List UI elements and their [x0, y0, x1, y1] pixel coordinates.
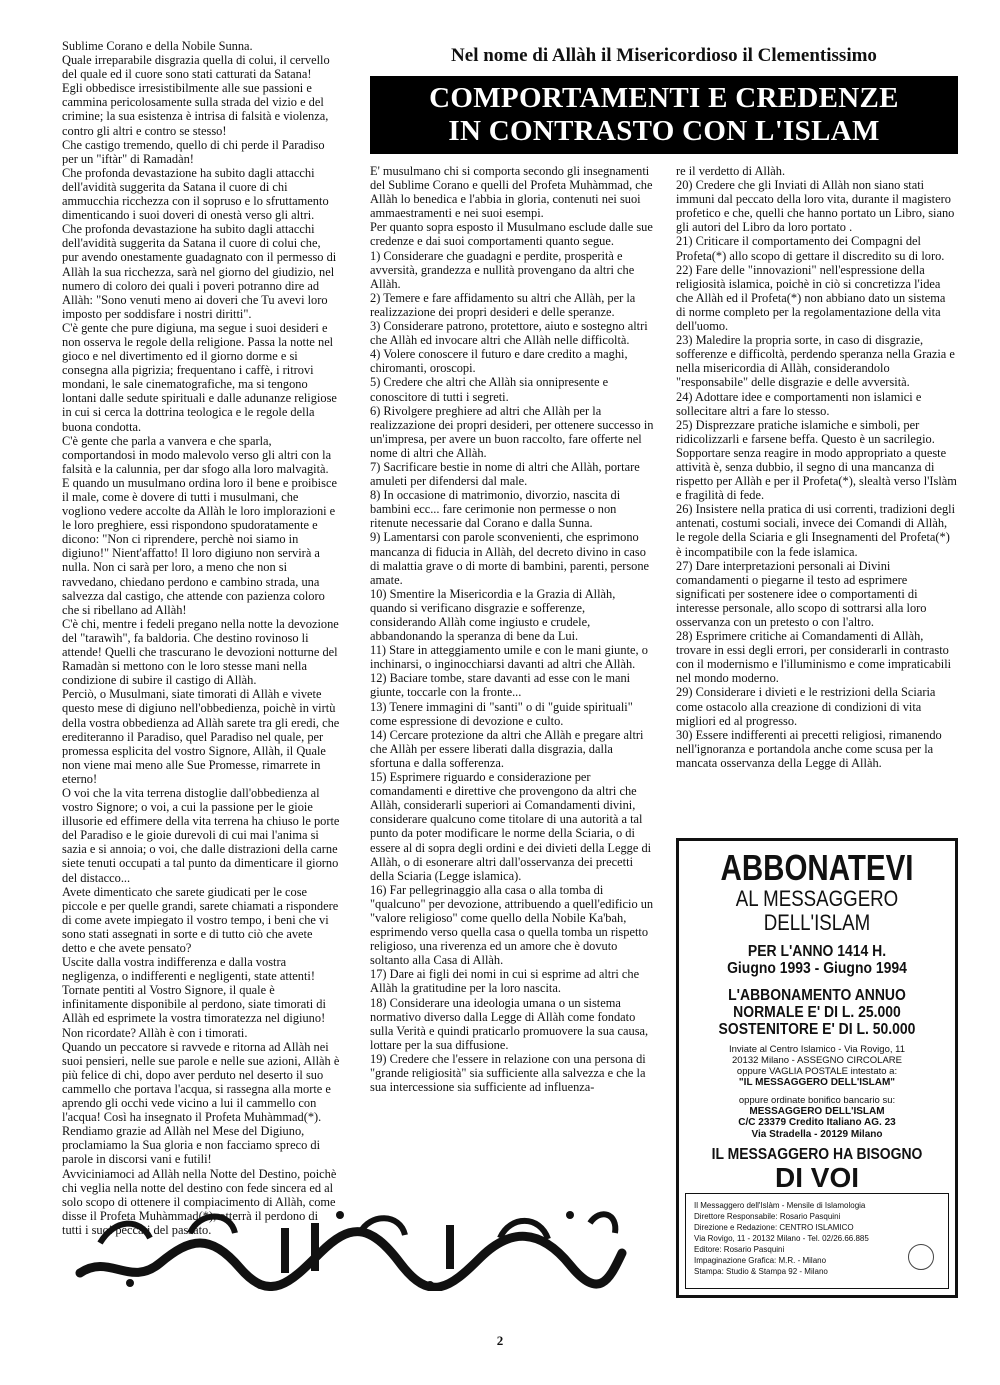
list-item: 7) Sacrificare bestie in nome di altri che Allàh, portare amuleti per difendersi dal male.: [370, 459, 640, 489]
paragraph: Che profonda devastazione ha subito dagli attacchi dell'avidità suggerita da Satana il cuore di colui che, pur avendo onestamente guadagnato con il permesso di Allàh la sua ricchezza, sarà nel giorno del giudizio, nel numero di coloro dei quali i poveri potranno dire ad Allàh: "Sono venuti meno ai doveri che Tu avevi loro imposto per soddisfare i nostri diritti".: [62, 222, 337, 321]
paragraph: Egli obbedisce irresistibilmente alle sue passioni e cammina pericolosamente sulla strada del vizio e del crimine; la sua esistenza è intrisa di falsità e violenza, contro gli altri e contro se stesso!: [62, 81, 329, 138]
colophon: [685, 1193, 949, 1289]
colophon-line: Via Rovigo, 11 - 20132 Milano - Tel. 02/26.66.885: [694, 1234, 869, 1243]
paragraph: Tornate pentiti al Vostro Signore, il quale è infinitamente disponibile al perdono, siate timorati di Allàh ed esprimete la vostra timoratezza nel digiuno!: [62, 983, 326, 1026]
ad-line-3: DELL'ISLAM: [763, 910, 871, 935]
header-invocation: Nel nome di Allàh il Misericordioso il Clementissimo: [451, 45, 877, 66]
ad-line-2: AL MESSAGGERO: [735, 886, 899, 911]
list-item: 29) Considerare i divieti e le restrizioni della Sciaria come ostacolo alla creazione di condizioni di vita migliori ed al progresso.: [676, 685, 936, 728]
paragraph: E' musulmano chi si comporta secondo gli insegnamenti del Sublime Corano e quelli del Profeta Muhàmmad, che Allàh lo benedica e l'abbia in gloria, contenuti nei suoi ammaestramenti e nei suoi esempi.: [370, 164, 653, 221]
ad-fee-title: L'ABBONAMENTO ANNUO: [728, 987, 906, 1004]
left-text-column: [62, 39, 340, 1237]
list-item: 25) Disprezzare pratiche islamiche e simboli, per ridicolizzarli e farsene beffa. Questo è un sacrilegio. Sopportare senza reagire in modo appropriato a queste attività è, senza dubbio, il segno di una mancanza di rispetto per Allàh e per il Profeta(*), slealtà verso l'Islàm e fragilità di fede.: [676, 417, 957, 503]
paragraph: C'è gente che parla a vanvera e che sparla, comportandosi in modo malevolo verso gli altri con la falsità e la calunnia, per dar sfogo alla loro malvagità.: [62, 433, 332, 476]
ad-fee-supporter: SOSTENITORE E' DI L. 50.000: [718, 1021, 916, 1038]
list-item: 24) Adottare idee e comportamenti non islamici e sollecitare altri a fare lo stesso.: [676, 389, 922, 418]
ad-bank-4: Via Stradella - 20129 Milano: [751, 1128, 883, 1140]
list-item: 13) Tenere immagini di "santi" o di "guide spirituali" come espressione di devozione e culto.: [370, 699, 633, 728]
list-item: 30) Essere indifferenti ai precetti religiosi, rimanendo nell'ignoranza e portandola anche come scusa per la mancata osservanza della Legge di Allàh.: [676, 727, 942, 770]
right-text-column: [676, 164, 958, 770]
list-item: 1) Considerare che guadagni e perdite, prosperità e avversità, grandezza e nullità provengano da altri che Allàh.: [370, 248, 635, 291]
paragraph: E quando un musulmano ordina loro il bene e proibisce il male, come è dovere di tutti i musulmani, che vogliono vedere accolte da Allàh le loro implorazioni e le loro preghiere, essi rispondono spudoratamente e dicono: "Non ci riprendere, perchè noi siamo in digiuno!" Nient'affatto! Il loro digiuno non servirà a nulla. Non ci sarà per loro, a meno che non si ravvedano, chiedano perdono e cambino strada, una salvezza dal castigo, che attende con pazienza coloro che si ribellano ad Allàh!: [62, 475, 337, 617]
colophon-line: Stampa: Studio & Stampa 92 - Milano: [694, 1267, 828, 1276]
middle-text-column: [370, 164, 654, 1094]
paragraph: Perciò, o Musulmani, siate timorati di Allàh e vivete questo mese di digiuno nell'obbedienza, poichè in virtù della vostra obbedienza ad Allàh sarete tra gli eredi, che erediteranno il Paradiso, quel Paradiso nel quale, per promessa esplicita del vostro Signore, Allàh, il Quale non viene mai meno alle Sue Promesse, rimarrete in eterno!: [62, 687, 340, 786]
ad-fee-normal: NORMALE E' DI L. 25.000: [733, 1004, 901, 1021]
paragraph: Avete dimenticato che sarete giudicati per le cose piccole e per quelle grandi, sarete chiamati a rispondere di come avete impiegato il vostro tempo, i beni che vi sono stati assegnati in sorte e di tutto ciò che avete detto e che avete pensato?: [62, 884, 339, 955]
paragraph: Non ricordate? Allàh è con i timorati.: [62, 1025, 248, 1040]
list-item: 23) Maledire la propria sorte, in caso di disgrazie, sofferenze e difficoltà, perdendo speranza nella Grazia e nella misericordia di Allàh, considerandolo "responsabile" delle disgrazie e delle avversità.: [676, 333, 955, 390]
colophon-line: Il Messaggero dell'Islàm - Mensile di Islamologia: [694, 1201, 866, 1210]
list-item: 9) Lamentarsi con parole sconvenienti, che esprimono mancanza di fiducia in Allàh, del decreto divino in caso di malattia grave o di morte di bambini, parenti, persone amate.: [370, 530, 650, 587]
paragraph: Avviciniamoci ad Allàh nella Notte del Destino, poichè chi veglia nella notte del destino con fede sincera ed al solo scopo di ottenere il compiacimento di Allàh, come disse il Profeta Muhàmmad(*), otterrà il perdono di tutti i suoi peccati del passato.: [62, 1166, 337, 1237]
list-item: 15) Esprimere riguardo e considerazione per comandamenti e direttive che provengono da altri che Allàh, considerarli superiori ai Comandamenti divini, considerare qualcuno come titolare di una autorità a tal punto da poter modificare le norme della Sciaria, o di essere al di sopra degli ordini e dei divieti della Legge di Allàh, o di esonerare altri dall'osservanza dei precetti della Sciaria (Legge islamica).: [370, 770, 652, 883]
ad-headline: ABBONATEVI: [720, 847, 914, 888]
ad-send-2: 20132 Milano - ASSEGNO CIRCOLARE: [731, 1055, 902, 1066]
ad-bank-1: oppure ordinate bonifico bancario su:: [738, 1094, 896, 1106]
ad-send-4: "IL MESSAGGERO DELL'ISLAM": [738, 1077, 896, 1088]
page-number: 2: [496, 1333, 504, 1348]
paragraph: C'è gente che pure digiuna, ma segue i suoi desideri e non osserva le regole della religione. Passa la notte nel gioco e nel divertimento ed il giorno dorme e si consegna alla pigrizia; frequentano i caffè, i ritrovi mondani, le sale cinematografiche, ma si tengono lontani dalle sedute spirituali e dalle adunanze religiose in cui si cerca la dottrina teologica e le regole della buona condotta.: [62, 320, 337, 434]
ad-send-1: Inviate al Centro Islamico - Via Rovigo, 11: [728, 1044, 905, 1055]
list-item: 16) Far pellegrinaggio alla casa o alla tomba di "qualcuno" per devozione, attribuendo a quell'edificio un "valore religioso" come quello della Nobile Ka'bah, esprimendo verso quella casa o quella tomba un rispetto religioso, una riverenza ed un amore che è dovuto soltanto alla Casa di Allàh.: [370, 882, 654, 968]
list-item: 6) Rivolgere preghiere ad altri che Allàh per la realizzazione dei propri desideri, per ottenere successo in un'impresa, per avere un buon raccolto, fare offerte nel nome di altri che Allàh.: [370, 403, 654, 460]
list-item: 28) Esprimere critiche ai Comandamenti di Allàh, trovare in essi degli errori, per considerarli in contrasto con il modernismo e l'illuminismo e come impraticabili nel mondo moderno.: [676, 629, 952, 686]
ad-bank-2: MESSAGGERO DELL'ISLAM: [749, 1105, 885, 1117]
paragraph: C'è chi, mentre i fedeli pregano nella notte la devozione del "tarawìh", fa baldoria. Che destino rovinoso li attende! Quelli che trascurano le devozioni notturne del Ramadàn si mettono con le loro stesse mani nella condizione di subire il castigo di Allàh.: [62, 616, 339, 688]
article-title: [370, 76, 958, 154]
paragraph: Che castigo tremendo, quello di chi perde il Paradiso per un "iftàr" di Ramadàn!: [62, 137, 325, 166]
list-item: 10) Smentire la Misericordia e la Grazia di Allàh, quando si verificano disgrazie e sofferenze, considerando Allàh come ingiusto e crudele, abbandonando la speranza di bene da Lui.: [370, 586, 616, 644]
list-item: 4) Volere conoscere il futuro e dare credito a maghi, chiromanti, oroscopi.: [370, 347, 628, 376]
ad-send-3: oppure VAGLIA POSTALE intestato a:: [736, 1066, 898, 1077]
colophon-line: Impaginazione Grafica: M.R. - Milano: [694, 1256, 827, 1265]
list-item: 20) Credere che gli Inviati di Allàh non siano stati immuni dal peccato della loro vita, durante il magistero profetico e che, quelli che hanno portato un Libro, siano gli autori del Libro da loro portato .: [676, 178, 955, 235]
list-item: 22) Fare delle "innovazioni" nell'espressione della religiosità islamica, poichè in ciò si concretizza l'idea che Allàh ed il Profeta(*) non abbiano dato un sistema di norme completo per la regolamentazione della vita dell'uomo.: [676, 262, 946, 334]
list-item: 18) Considerare una ideologia umana o un sistema normativo diverso dalla Legge di Allàh come fondato sulla Verità e quindi praticarlo promuovere la sua causa, lottare per la sua diffusione.: [370, 995, 649, 1052]
list-item: 17) Dare ai figli dei nomi in cui si esprime ad altri che Allàh la gratitudine per la loro nascita.: [370, 967, 640, 996]
list-item: 2) Temere e fare affidamento su altri che Allàh, per la realizzazione dei propri desideri e delle speranze.: [370, 290, 636, 319]
ad-period: Giugno 1993 - Giugno 1994: [727, 960, 907, 977]
title-line-2: IN CONTRASTO CON L'ISLAM: [448, 115, 880, 147]
list-item: 27) Dare interpretazioni personali ai Divini comandamenti o piegarne il testo ad esprimere significati per sostenere idee o comportamenti di interesse personale, allo scopo di sottrarsi alla loro osservanza con un pretesto o con l'altro.: [676, 558, 927, 629]
ad-closing-1: IL MESSAGGERO HA BISOGNO: [711, 1146, 923, 1163]
paragraph: Che profonda devastazione ha subito dagli attacchi dell'avidità suggerita da Satana il cuore di chi ammucchia ricchezza con il sopruso e lo sfruttamento dimenticando i suoi doveri di onestà verso gli altri.: [62, 165, 329, 223]
list-item: 19) Credere che l'essere in relazione con una persona di "grande religiosità" sia sufficiente alla salvezza e che la sua intercessione sia sufficiente ad influenza-: [370, 1051, 646, 1095]
colophon-line: Direzione e Redazione: CENTRO ISLAMICO: [694, 1223, 854, 1232]
list-item: 8) In occasione di matrimonio, divorzio, nascita di bambini ecc... fare cerimonie non permesse o non ritenute necessarie dal Corano e dalla Sunna.: [370, 488, 621, 531]
paragraph: Sublime Corano e della Nobile Sunna.: [62, 39, 253, 53]
subscription-ad: [676, 838, 958, 1298]
colophon-line: Editore: Rosario Pasquini: [694, 1245, 785, 1254]
list-item: 11) Stare in atteggiamento umile e con le mani giunte, o inchinarsi, o inginocchiarsi davanti ad altri che Allàh.: [370, 643, 648, 672]
seal-icon: [908, 1244, 934, 1270]
ad-bank-3: C/C 23379 Credito Italiano AG. 23: [738, 1117, 896, 1128]
colophon-line: Direttore Responsabile: Rosario Pasquini: [694, 1212, 841, 1221]
list-item: 5) Credere che altri che Allàh sia onnipresente e conoscitore di tutti i segreti.: [370, 375, 609, 404]
paragraph: Quando un peccatore si ravvede e ritorna ad Allàh nei suoi pensieri, nelle sue parole e nelle sue azioni, Allàh è più felice di chi, dopo aver perduto nel deserto il suo cammello che portava l'acqua, si rassegna alla morte e aprendo gli occhi vede vicino a lui il cammello con l'acqua! Così ha insegnato il Profeta Muhàmmad(*).: [62, 1039, 340, 1125]
paragraph: Quale irreparabile disgrazia quella di colui, il cervello del quale ed il cuore sono stati catturati da Satana!: [62, 53, 330, 82]
title-line-1: COMPORTAMENTI E CREDENZE: [429, 82, 899, 114]
paragraph: Uscite dalla vostra indifferenza e dalla vostra negligenza, o indifferenti e negligenti, state attenti!: [62, 955, 315, 984]
arabic-calligraphy: [70, 1203, 630, 1291]
ad-year: PER L'ANNO 1414 H.: [747, 943, 887, 960]
list-item: 12) Baciare tombe, stare davanti ad esse con le mani giunte, toccarle con la fronte...: [370, 671, 631, 700]
list-item: 26) Insistere nella pratica di usi correnti, tradizioni degli antenati, costumi sociali, invece dei Comandi di Allàh, le regole della Sciaria e gli Insegnamenti del Profeta(*) è incompatibile con la fede islamica.: [676, 502, 956, 559]
paragraph: O voi che la vita terrena distoglie dall'obbedienza al vostro Signore; o voi, a cui la passione per le gioie illusorie ed effimere della vita terrena ha chiuso le porte del Paradiso e le gioie durevoli di cui mai l'anima si sazia e si annoia; o voi, che dalle distrazioni della carne siete tenuti occupati a tal punto da dimenticare il giorno del distacco...: [62, 785, 340, 885]
paragraph: Per quanto sopra esposto il Musulmano esclude dalle sue credenze e dai suoi comportamenti quanto segue.: [370, 220, 653, 249]
paragraph: Rendiamo grazie ad Allàh nel Mese del Digiuno, proclamiamo la Sua gloria e non facciamo spreco di parole in discorsi vani e futili!: [62, 1124, 321, 1167]
list-item: 21) Criticare il comportamento dei Compagni del Profeta(*) allo scopo di gettare il discredito su di loro.: [676, 234, 945, 263]
list-item: 14) Cercare protezione da altri che Allàh e pregare altri che Allàh per essere liberati dalla disgrazia, dalla sfortuna e dalla sofferenza.: [370, 727, 644, 770]
ad-closing-2: DI VOI: [774, 1162, 859, 1193]
list-item: 3) Considerare patrono, protettore, aiuto e sostegno altri che Allàh ed invocare altri che Allàh nelle difficoltà.: [370, 319, 648, 348]
list-item: re il verdetto di Allàh.: [676, 164, 786, 178]
